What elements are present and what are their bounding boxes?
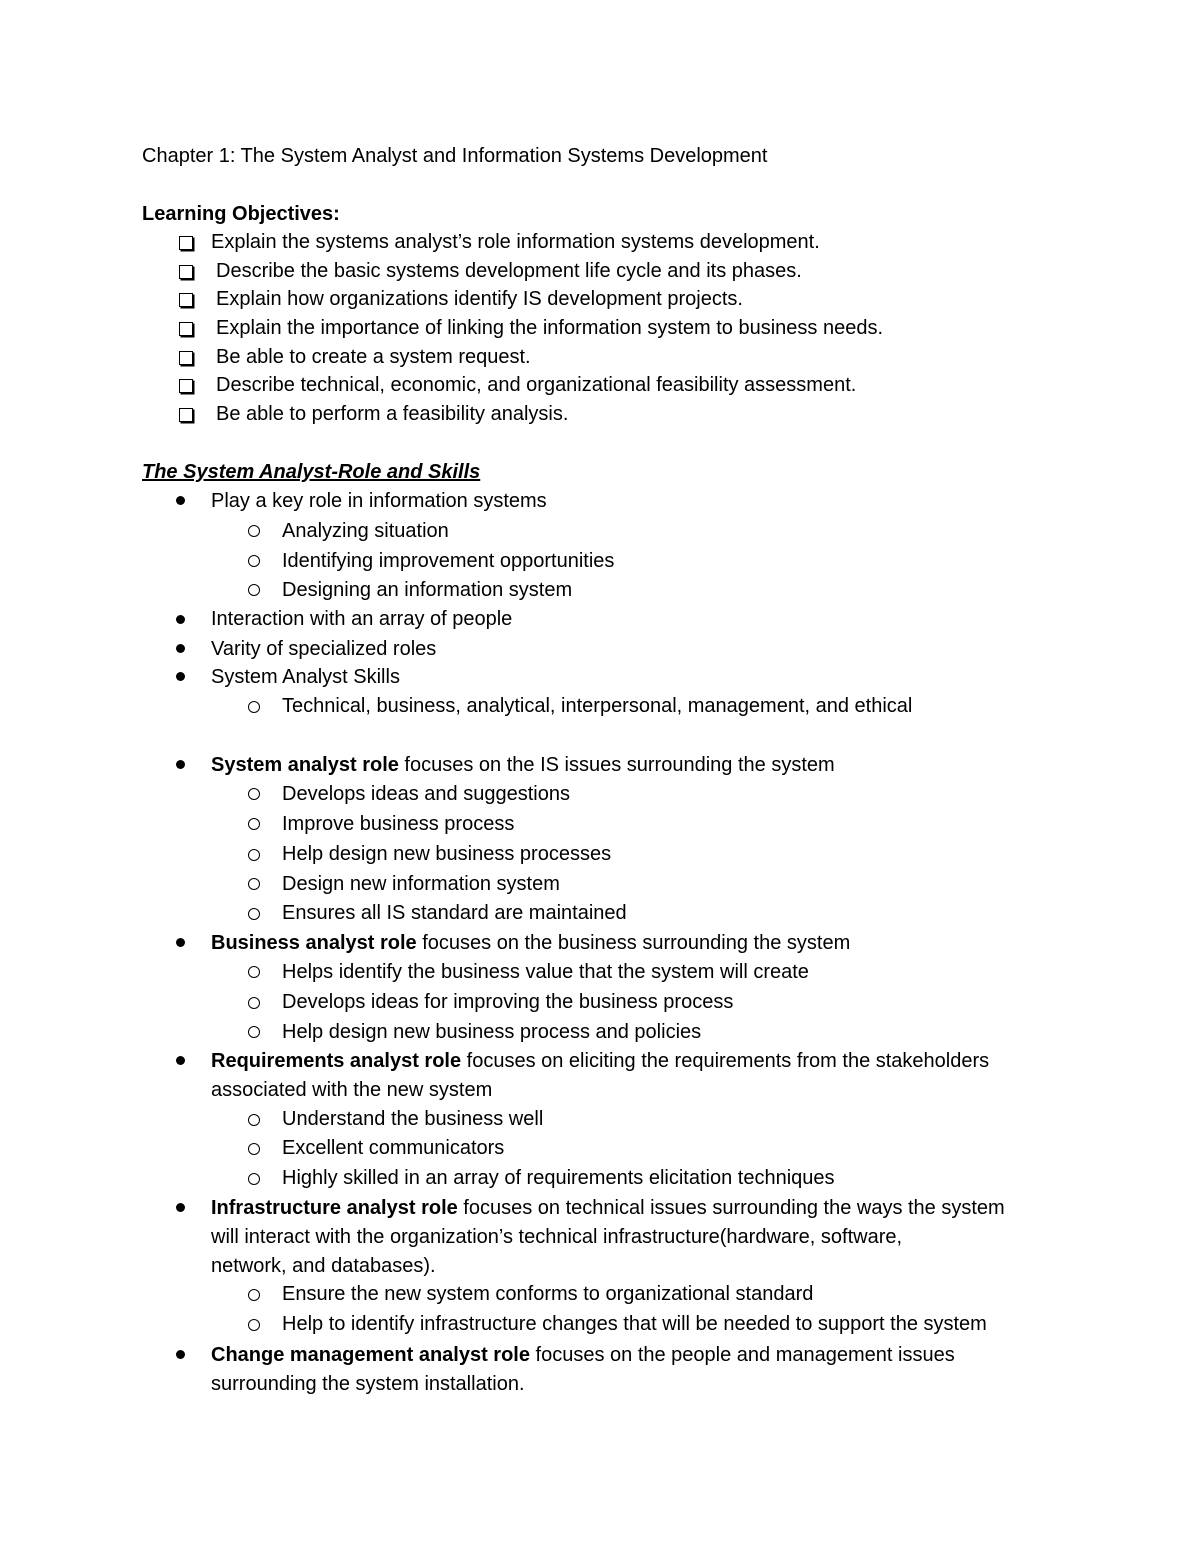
objective-item: Explain the importance of linking the information system to business needs. <box>216 317 884 339</box>
circle-bullet-icon <box>248 1026 260 1038</box>
section-heading: The System Analyst-Role and Skills <box>142 461 481 483</box>
objectives-heading: Learning Objectives: <box>142 203 340 225</box>
role-change-management <box>211 1342 955 1368</box>
role-desc: focuses on technical issues surrounding the ways the system <box>457 1197 1005 1219</box>
checkbox-icon <box>179 236 193 250</box>
list-item: System Analyst Skills <box>211 666 400 688</box>
circle-bullet-icon <box>248 1289 260 1301</box>
circle-bullet-icon <box>248 966 260 978</box>
role-term: Infrastructure analyst role <box>211 1197 458 1219</box>
objective-item: Be able to perform a feasibility analysis. <box>216 403 569 425</box>
circle-bullet-icon <box>248 1173 260 1185</box>
objective-item: Be able to create a system request. <box>216 346 531 368</box>
sub-list-item: Excellent communicators <box>282 1137 505 1159</box>
checkbox-icon <box>179 351 193 365</box>
checkbox-icon <box>179 379 193 393</box>
bullet-icon <box>176 672 185 681</box>
role-requirements <box>211 1048 989 1074</box>
sub-list-item: Help design new business processes <box>282 843 612 865</box>
circle-bullet-icon <box>248 1114 260 1126</box>
circle-bullet-icon <box>248 555 260 567</box>
sub-list-item: Develops ideas and suggestions <box>282 783 570 805</box>
role-business <box>211 930 850 956</box>
role-desc-continued: associated with the new system <box>211 1079 493 1101</box>
sub-list-item: Analyzing situation <box>282 520 449 542</box>
circle-bullet-icon <box>248 701 260 713</box>
bullet-icon <box>176 1350 185 1359</box>
circle-bullet-icon <box>248 788 260 800</box>
role-infrastructure <box>211 1195 1005 1221</box>
checkbox-icon <box>179 293 193 307</box>
sub-list-item: Develops ideas for improving the business process <box>282 991 734 1013</box>
objective-item: Explain how organizations identify IS development projects. <box>216 288 743 310</box>
circle-bullet-icon <box>248 1143 260 1155</box>
sub-list-item: Ensure the new system conforms to organizational standard <box>282 1283 814 1305</box>
list-item: Varity of specialized roles <box>211 638 437 660</box>
role-desc-continued: surrounding the system installation. <box>211 1373 525 1395</box>
sub-list-item: Improve business process <box>282 813 515 835</box>
list-item: Play a key role in information systems <box>211 490 547 512</box>
page-title: Chapter 1: The System Analyst and Information Systems Development <box>142 145 768 167</box>
circle-bullet-icon <box>248 584 260 596</box>
circle-bullet-icon <box>248 849 260 861</box>
sub-list-item: Technical, business, analytical, interpersonal, management, and ethical <box>282 695 913 717</box>
circle-bullet-icon <box>248 908 260 920</box>
checkbox-icon <box>179 322 193 336</box>
sub-list-item: Help design new business process and policies <box>282 1021 702 1043</box>
role-desc: focuses on the IS issues surrounding the system <box>398 754 835 776</box>
circle-bullet-icon <box>248 1319 260 1331</box>
role-term: Business analyst role <box>211 932 417 954</box>
circle-bullet-icon <box>248 997 260 1009</box>
sub-list-item: Understand the business well <box>282 1108 544 1130</box>
sub-list-item: Highly skilled in an array of requirements elicitation techniques <box>282 1167 835 1189</box>
objective-item: Explain the systems analyst’s role information systems development. <box>211 231 820 253</box>
sub-list-item: Help to identify infrastructure changes that will be needed to support the system <box>282 1313 987 1335</box>
role-term: Change management analyst role <box>211 1344 530 1366</box>
checkbox-icon <box>179 265 193 279</box>
objective-item: Describe the basic systems development life cycle and its phases. <box>216 260 802 282</box>
role-term: System analyst role <box>211 754 399 776</box>
role-desc-continued: will interact with the organization’s technical infrastructure(hardware, software, <box>211 1226 903 1248</box>
bullet-icon <box>176 760 185 769</box>
bullet-icon <box>176 496 185 505</box>
role-desc-continued: network, and databases). <box>211 1255 436 1277</box>
bullet-icon <box>176 938 185 947</box>
role-system <box>211 752 835 778</box>
role-desc: focuses on the people and management issues <box>529 1344 955 1366</box>
circle-bullet-icon <box>248 525 260 537</box>
bullet-icon <box>176 1056 185 1065</box>
role-desc: focuses on eliciting the requirements from the stakeholders <box>461 1050 990 1072</box>
role-term: Requirements analyst role <box>211 1050 462 1072</box>
sub-list-item: Design new information system <box>282 873 560 895</box>
sub-list-item: Ensures all IS standard are maintained <box>282 902 627 924</box>
list-item: Interaction with an array of people <box>211 608 513 630</box>
circle-bullet-icon <box>248 818 260 830</box>
role-desc: focuses on the business surrounding the system <box>416 932 851 954</box>
sub-list-item: Identifying improvement opportunities <box>282 550 615 572</box>
bullet-icon <box>176 1203 185 1212</box>
checkbox-icon <box>179 408 193 422</box>
objective-item: Describe technical, economic, and organizational feasibility assessment. <box>216 374 857 396</box>
bullet-icon <box>176 615 185 624</box>
circle-bullet-icon <box>248 878 260 890</box>
sub-list-item: Designing an information system <box>282 579 573 601</box>
sub-list-item: Helps identify the business value that the system will create <box>282 961 809 983</box>
bullet-icon <box>176 644 185 653</box>
